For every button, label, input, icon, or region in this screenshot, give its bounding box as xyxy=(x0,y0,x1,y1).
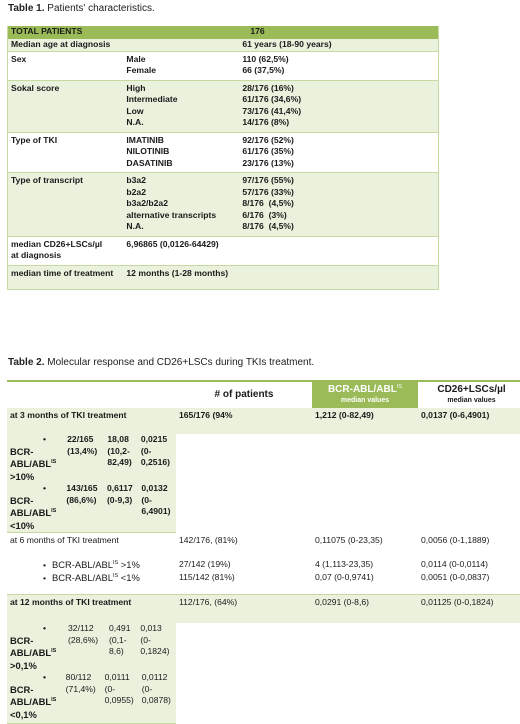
sokal-label: Sokal score xyxy=(8,80,124,132)
row-bcr: 0,0291 (0-8,6) xyxy=(312,595,418,624)
header-cd26-title: CD26+LSCs/µl xyxy=(437,383,506,395)
tki-sub: NILOTINIB xyxy=(126,146,170,156)
row-cd26: 0,0215 (0-0,2516) xyxy=(138,434,176,483)
table2-caption-number: Table 2. xyxy=(8,357,45,368)
cd26-label-line2: at diagnosis xyxy=(11,250,62,260)
table-row xyxy=(7,623,176,672)
row-cd26: 0,0114 (0-0,0114) xyxy=(418,559,520,572)
table1-row-sex xyxy=(8,51,439,80)
table1-row-tki xyxy=(8,132,439,173)
bullet-icon: • xyxy=(42,672,46,682)
sokal-sub: Low xyxy=(126,105,144,116)
header-empty xyxy=(7,381,176,408)
sokal-value: 61/176 (34,6%) xyxy=(242,94,302,104)
tki-values xyxy=(239,132,438,173)
bullet-icon: • xyxy=(42,623,46,633)
row-patients: 142/176, (81%) xyxy=(176,533,312,559)
row-label-cmp: <10% xyxy=(10,519,35,531)
transcript-values xyxy=(239,173,438,237)
row-label xyxy=(7,623,65,672)
row-patients: 80/112 (71,4%) xyxy=(63,672,102,724)
tki-value: 23/176 (13%) xyxy=(242,157,294,168)
row-label xyxy=(7,434,64,483)
row-bcr: 18,08 (10,2-82,49) xyxy=(104,434,138,483)
transcript-value: 8/176 (4,5%) xyxy=(242,221,294,231)
row-bcr: 0,491 (0,1-8,6) xyxy=(106,623,137,672)
sokal-sub: N.A. xyxy=(126,117,144,127)
cd26-label xyxy=(8,236,124,265)
row-label-cmp: >10% xyxy=(10,470,35,482)
row-bcr: 0,11075 (0-23,35) xyxy=(312,533,418,559)
table-row xyxy=(7,533,520,559)
transcript-label: Type of transcript xyxy=(8,173,124,237)
transcript-value: 6/176 (3%) xyxy=(242,209,287,220)
header-cd26 xyxy=(418,381,520,408)
row-label-text: BCR-ABL/ABL xyxy=(10,445,52,469)
time-empty xyxy=(239,265,438,290)
molecular-response-table xyxy=(7,380,520,724)
tki-value: 61/176 (35%) xyxy=(242,146,294,156)
row-label xyxy=(7,483,63,533)
transcript-sub: b3a2/b2a2 xyxy=(126,198,168,208)
row-cd26: 0,0132 (0-6,4901) xyxy=(138,483,176,533)
table1-caption xyxy=(8,3,155,14)
transcript-sub: b2a2 xyxy=(126,186,146,197)
transcript-value: 97/176 (55%) xyxy=(242,175,294,185)
row-patients: 22/165 (13,4%) xyxy=(64,434,104,483)
row-cd26: 0,0056 (0-1,1889) xyxy=(418,533,520,559)
bullet-icon: • xyxy=(42,572,46,583)
table1-row-time xyxy=(8,265,439,290)
row-bcr: 1,212 (0-82,49) xyxy=(312,408,418,434)
sex-value: 66 (37,5%) xyxy=(242,65,285,75)
sokal-subs xyxy=(123,80,239,132)
table-row xyxy=(7,408,520,434)
row-label: at 3 months of TKI treatment xyxy=(7,408,176,434)
header-cd26-sub: median values xyxy=(447,397,496,404)
row-label-sup: IS xyxy=(112,560,119,567)
tki-sub: DASATINIB xyxy=(126,157,173,168)
row-cd26: 0,0112 (0-0,0878) xyxy=(139,672,176,724)
transcript-sub: alternative transcripts xyxy=(126,209,217,220)
row-label-sup: IS xyxy=(112,572,119,579)
row-label-cmp: <1% xyxy=(118,571,140,583)
header-bcr xyxy=(312,381,418,408)
row-label xyxy=(7,559,176,572)
transcript-subs xyxy=(123,173,239,237)
row-label: at 6 months of TKI treatment xyxy=(7,533,176,559)
table1-row-sokal xyxy=(8,80,439,132)
table-row xyxy=(7,483,176,533)
patients-characteristics-table xyxy=(7,26,439,290)
row-cd26: 0,0051 (0-0,0837) xyxy=(418,572,520,595)
tki-sub: IMATINIB xyxy=(126,134,164,145)
total-patients-value xyxy=(239,26,438,39)
header-bcr-sup: IS xyxy=(396,383,403,390)
row-patients: 27/142 (19%) xyxy=(176,559,312,572)
table1-row-cd26 xyxy=(8,236,439,265)
tki-value: 92/176 (52%) xyxy=(242,134,294,145)
row-label-text: BCR-ABL/ABL xyxy=(52,559,113,570)
table2-caption xyxy=(8,357,314,368)
row-label-text: BCR-ABL/ABL xyxy=(10,494,52,518)
row-label-text: BCR-ABL/ABL xyxy=(10,634,52,658)
row-label-sup: IS xyxy=(51,459,57,466)
table1-row-age xyxy=(8,39,439,51)
cd26-empty xyxy=(239,236,438,265)
row-label xyxy=(7,672,63,724)
row-label-cmp: <0,1% xyxy=(10,708,37,720)
cd26-value: 6,96865 (0,0126-64429) xyxy=(123,236,239,265)
row-label: at 12 months of TKI treatment xyxy=(7,595,176,624)
row-patients: 112/176, (64%) xyxy=(176,595,312,624)
sokal-sub: Intermediate xyxy=(126,94,178,104)
table2-caption-text: Molecular response and CD26+LSCs during TKIs treatment. xyxy=(44,357,315,368)
sex-value: 110 (62,5%) xyxy=(242,53,289,64)
cd26-label-line1: median CD26+LSCs/µl xyxy=(11,238,103,249)
table-row xyxy=(7,572,520,595)
sokal-values xyxy=(239,80,438,132)
row-patients: 165/176 (94% xyxy=(176,408,312,434)
row-cd26: 0,013 (0-0,1824) xyxy=(137,623,176,672)
time-value: 12 months (1-28 months) xyxy=(123,265,239,290)
sokal-value: 73/176 (41,4%) xyxy=(242,105,302,116)
row-patients: 115/142 (81%) xyxy=(176,572,312,595)
bullet-icon: • xyxy=(42,560,46,570)
bullet-icon: • xyxy=(42,483,46,493)
header-patients-text: # of patients xyxy=(214,389,274,401)
transcript-sub: b3a2 xyxy=(126,175,146,185)
header-bcr-sub: median values xyxy=(340,397,390,404)
table1-header-row xyxy=(8,26,439,39)
sex-subs xyxy=(123,51,239,80)
table-row xyxy=(7,434,176,483)
table1-caption-number: Table 1. xyxy=(8,3,45,14)
age-label: Median age at diagnosis xyxy=(8,39,240,51)
sex-sub: Male xyxy=(126,53,146,64)
sokal-value: 28/176 (16%) xyxy=(242,82,294,93)
tki-subs xyxy=(123,132,239,173)
row-label-sup: IS xyxy=(51,508,57,515)
row-label-text: BCR-ABL/ABL xyxy=(52,571,113,583)
header-bcr-title: BCR-ABL/ABL xyxy=(327,383,397,395)
row-bcr: 4 (1,113-23,35) xyxy=(312,559,418,572)
sokal-sub: High xyxy=(126,82,146,93)
row-label-sup: IS xyxy=(51,697,57,704)
row-cd26: 0,0137 (0-6,4901) xyxy=(418,408,520,434)
row-label-text: BCR-ABL/ABL xyxy=(10,683,52,707)
row-bcr: 0,0111 (0-0,0955) xyxy=(102,672,139,724)
table1-caption-text: Patients' characteristics. xyxy=(44,3,155,14)
transcript-value: 8/176 (4,5%) xyxy=(242,198,294,208)
sex-values xyxy=(239,51,438,80)
age-value: 61 years (18-90 years) xyxy=(239,39,438,51)
row-bcr: 0,6117 (0-9,3) xyxy=(104,483,138,533)
sokal-value: 14/176 (8%) xyxy=(242,117,290,127)
tki-label: Type of TKI xyxy=(8,132,124,173)
row-label xyxy=(7,572,176,595)
row-cd26: 0,01125 (0-0,1824) xyxy=(418,595,520,624)
time-label: median time of treatment xyxy=(8,265,124,290)
sex-label: Sex xyxy=(8,51,124,80)
header-patients xyxy=(176,381,312,408)
row-label-cmp: >0,1% xyxy=(10,659,37,671)
table-row xyxy=(7,559,520,572)
bullet-icon: • xyxy=(42,434,46,444)
row-bcr: 0,07 (0-0,9741) xyxy=(312,572,418,595)
row-patients: 32/112 (28,6%) xyxy=(65,623,106,672)
row-label-sup: IS xyxy=(51,648,57,655)
total-patients-number: 176 xyxy=(250,26,265,36)
transcript-value: 57/176 (33%) xyxy=(242,186,294,197)
total-patients-label: TOTAL PATIENTS xyxy=(8,26,240,39)
table-row xyxy=(7,595,520,624)
sex-sub: Female xyxy=(126,65,157,75)
transcript-sub: N.A. xyxy=(126,221,144,231)
table2-header-row xyxy=(7,381,520,408)
row-patients: 143/165 (86,6%) xyxy=(63,483,104,533)
table-row xyxy=(7,672,176,724)
row-label-cmp: >1% xyxy=(118,559,140,570)
table1-row-transcript xyxy=(8,173,439,237)
